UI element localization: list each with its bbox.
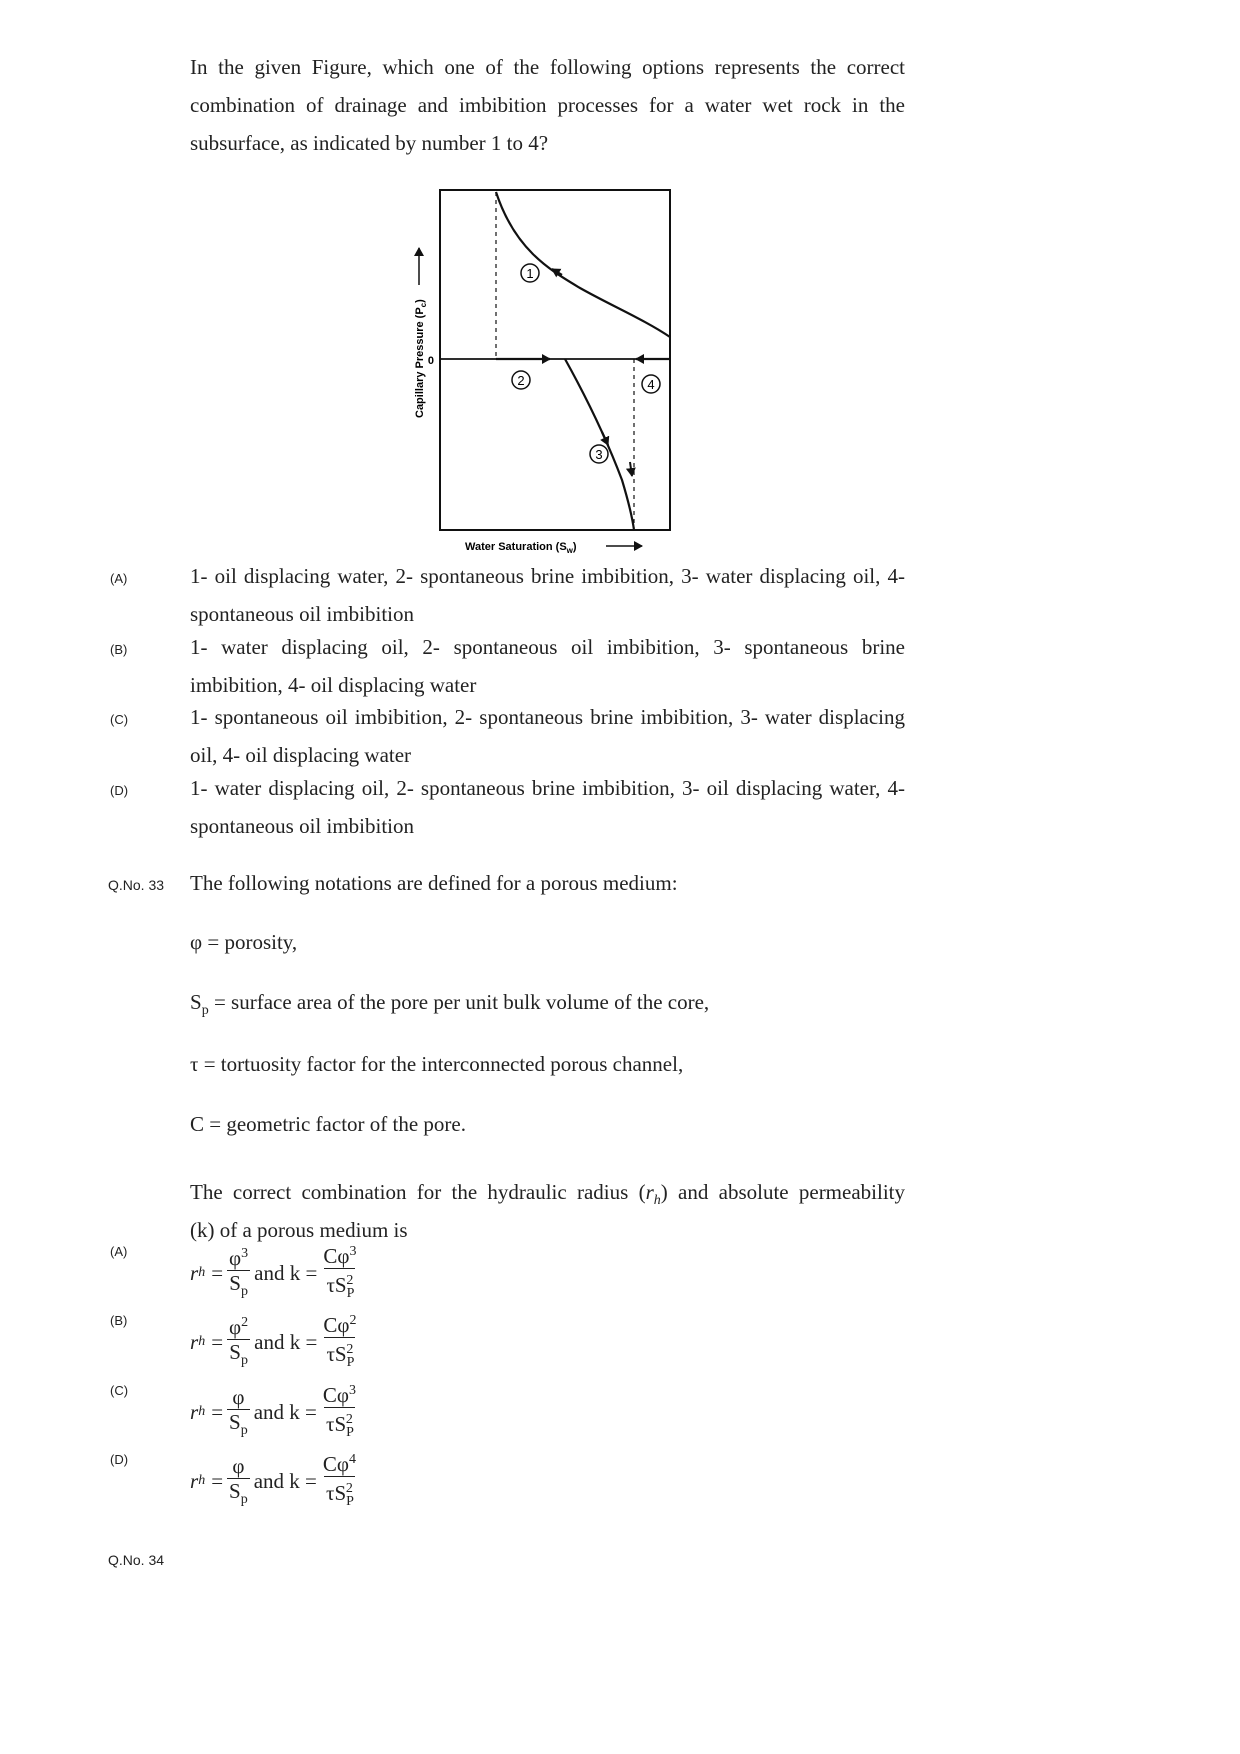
marker-3	[590, 445, 608, 463]
dashed-down-arrow	[630, 462, 632, 476]
capillary-pressure-figure	[400, 180, 700, 560]
q33-option-d-label[interactable]: (D)	[110, 1452, 129, 1467]
marker-1	[521, 264, 539, 282]
curve-1	[496, 192, 670, 337]
question-33-prompt-line-1: The correct combination for the hydraulic radius $(r_h)$ and absolute permeability	[190, 1180, 906, 1209]
x-axis-label: Water Saturation $(S_w)$	[465, 541, 577, 555]
marker-1-label: 1	[526, 266, 534, 281]
def-tortuosity: τ = tortuosity factor for the interconnected porous channel,	[190, 1052, 684, 1076]
def-surface-area: $S_p$ = surface area of the pore per unit bulk volume of the core,	[190, 990, 710, 1019]
y-axis-label: Capillary Pressure $(P_c)$	[414, 299, 428, 418]
q32-option-c-text[interactable]: 1- spontaneous oil imbibition, 2- spontaneous brine imbibition, 3- water displacing oil, 4- oil displacing water	[190, 705, 905, 767]
q32-option-a-label[interactable]: (A)	[110, 571, 128, 586]
q32-option-d-label[interactable]: (D)	[110, 783, 129, 798]
question-33-prompt-line-2: (k) of a porous medium is	[190, 1218, 408, 1242]
question-33-stem: The following notations are defined for a porous medium:	[190, 871, 678, 895]
marker-2-label: 2	[517, 373, 525, 388]
q33-option-c-formula[interactable]: r h = $\frac{\varphi}{S_p}$ and k = $\frac{C\varphi^3}{\tau S_P^2}$	[190, 1379, 362, 1445]
q33-option-b-label[interactable]: (B)	[110, 1313, 128, 1328]
question-34-number: Q.No. 34	[108, 1552, 165, 1568]
marker-2	[512, 371, 530, 389]
marker-4-label: 4	[647, 377, 655, 392]
y-axis-label-group	[414, 248, 428, 418]
def-geometric-factor: C = geometric factor of the pore.	[190, 1112, 466, 1136]
q32-option-b-label[interactable]: (B)	[110, 642, 128, 657]
curve-3-arrow	[602, 432, 608, 445]
q32-option-b-text[interactable]: 1- water displacing oil, 2- spontaneous oil imbibition, 3- spontaneous brine imbibition, 4- oil displacing water	[190, 635, 905, 697]
question-32-stem: In the given Figure, which one of the following options represents the correct combination of drainage and imbibition processes for a water wet rock in the subsurface, as indicated by number 1 to 4?	[190, 55, 905, 155]
q33-option-b-formula[interactable]: r h = $\frac{\varphi^2}{S_p}$ and k = $\frac{C\varphi^2}{\tau S_P^2}$	[190, 1309, 362, 1375]
q32-option-d-text[interactable]: 1- water displacing oil, 2- spontaneous brine imbibition, 3- oil displacing water, 4- spontaneous oil imbibition	[190, 776, 905, 838]
q32-option-c-label[interactable]: (C)	[110, 712, 129, 727]
q33-option-d-formula[interactable]: r h = $\frac{\varphi}{S_p}$ and k = $\frac{C\varphi^4}{\tau S_P^2}$	[190, 1448, 362, 1514]
def-porosity: φ = porosity,	[190, 930, 298, 954]
marker-4	[642, 375, 660, 393]
marker-3-label: 3	[595, 447, 603, 462]
q32-option-a-text[interactable]: 1- oil displacing water, 2- spontaneous brine imbibition, 3- water displacing oil, 4- spontaneous oil imbibition	[190, 564, 905, 626]
zero-label: 0	[427, 355, 434, 367]
q33-option-a-formula[interactable]: r h = $\frac{\varphi^3}{S_p}$ and k = $\frac{C\varphi^3}{\tau S_P^2}$	[190, 1240, 362, 1306]
q33-option-a-label[interactable]: (A)	[110, 1244, 128, 1259]
question-33-number: Q.No. 33	[108, 877, 165, 893]
x-axis-label-group	[465, 541, 642, 555]
q33-option-c-label[interactable]: (C)	[110, 1383, 129, 1398]
plot-frame	[440, 190, 670, 530]
